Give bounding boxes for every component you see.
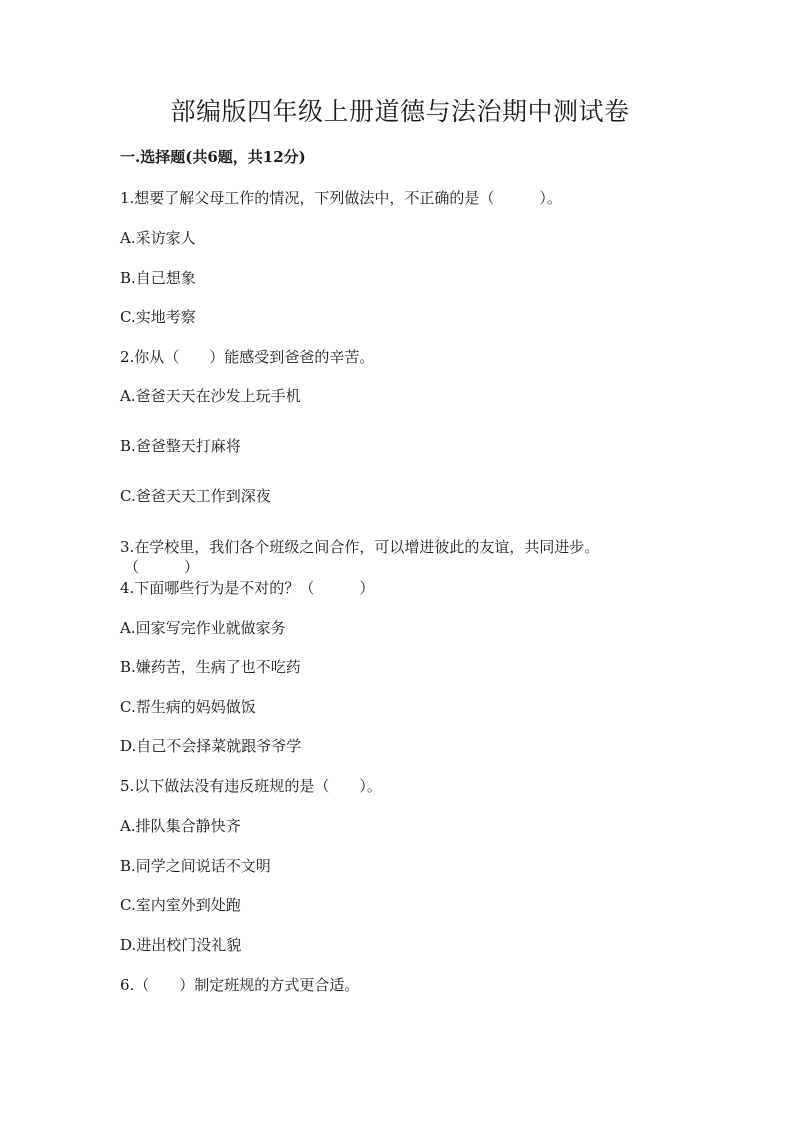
question-5-option-d: D.进出校门没礼貌	[120, 936, 242, 954]
question-4-option-d: D.自己不会择菜就跟爷爷学	[120, 737, 302, 755]
question-2-option-c: C.爸爸天天工作到深夜	[120, 487, 271, 505]
section-heading-multiple-choice: 一.选择题(共6题，共12分)	[120, 148, 306, 166]
question-6-stem: 6.（ ）制定班规的方式更合适。	[120, 976, 360, 994]
exam-title: 部编版四年级上册道德与法治期中测试卷	[170, 97, 630, 126]
question-3-stem: 3.在学校里，我们各个班级之间合作，可以增进彼此的友谊，共同进步。	[120, 538, 600, 556]
question-4-option-a: A.回家写完作业就做家务	[120, 619, 286, 637]
question-3-answer-blank: （ ）	[124, 558, 200, 576]
question-1-stem: 1.想要了解父母工作的情况，下列做法中，不正确的是（ ）。	[120, 189, 562, 207]
question-5-option-c: C.室内室外到处跑	[120, 896, 241, 914]
question-2-option-a: A.爸爸天天在沙发上玩手机	[120, 387, 301, 405]
question-2-option-b: B.爸爸整天打麻将	[120, 437, 241, 455]
question-4-option-b: B.嫌药苦，生病了也不吃药	[120, 658, 301, 676]
question-2-stem: 2.你从（ ）能感受到爸爸的辛苦。	[120, 348, 375, 366]
question-5-option-b: B.同学之间说话不文明	[120, 857, 271, 875]
question-1-option-a: A.采访家人	[120, 229, 196, 247]
question-5-option-a: A.排队集合静快齐	[120, 817, 241, 835]
question-1-option-b: B.自己想象	[120, 269, 196, 287]
question-4-stem: 4.下面哪些行为是不对的？（ ）	[120, 579, 375, 597]
question-4-option-c: C.帮生病的妈妈做饭	[120, 698, 256, 716]
question-1-option-c: C.实地考察	[120, 308, 196, 326]
question-5-stem: 5.以下做法没有违反班规的是（ ）。	[120, 777, 382, 795]
